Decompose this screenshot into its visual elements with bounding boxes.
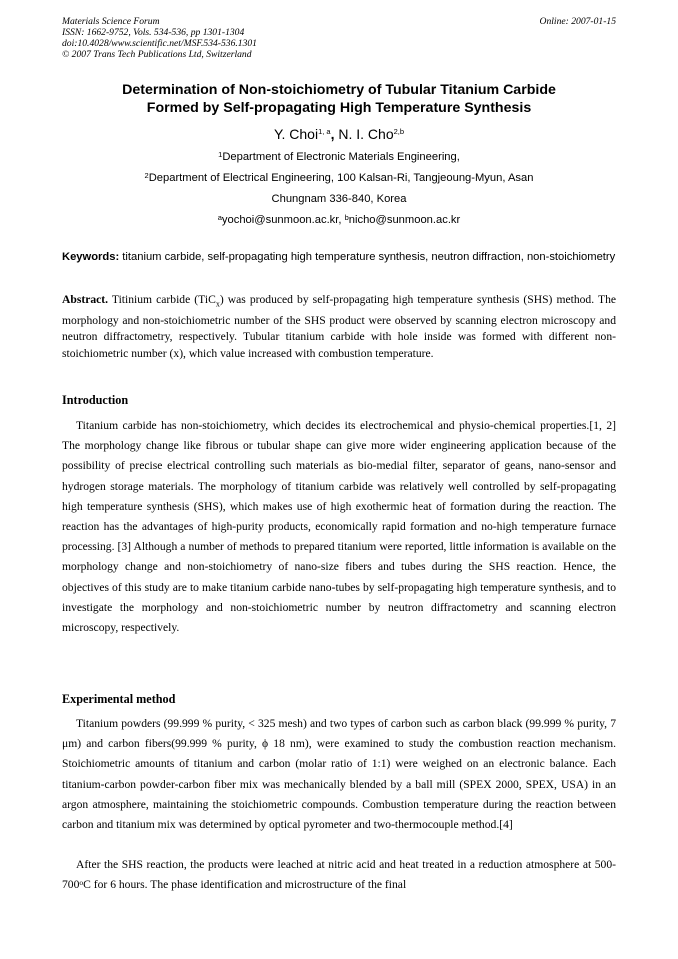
experimental-paragraph-1: Titanium powders (99.999 % purity, < 325 mesh) and two types of carbon such as carbon black (99.999 % purity, 7 μm) and carbon fibers(99.999 % purity, ϕ 18 nm), were examined to study the combustion reaction mechanism. Stoichiometric amounts of titanium and carbon (molar ratio of 1:1) were weighed on an electronic balance. Each titanium-carbon powder-carbon fiber mix was mechanically blended by a ball mill (SPEX 2000, SPEX, USA) in an argon atmosphere, maintaining the stoichiometric compounds. Combustion temperature during the reaction between carbon and titanium mix was determined by optical pyrometer and two-thermocouple method.[4] — [62, 717, 616, 832]
author-1: Y. Choi — [273, 126, 319, 142]
journal-header — [62, 16, 616, 60]
email-b-mark: b — [344, 213, 349, 222]
affiliation-2-mark: 2 — [144, 171, 149, 180]
abstract-label: Abstract. — [62, 293, 109, 306]
email-a-mark: a — [217, 213, 222, 222]
copyright-line: © 2007 Trans Tech Publications Ltd, Switzerland — [62, 49, 252, 60]
experimental-heading: Experimental method — [62, 692, 176, 706]
experimental-paragraph-2-b: C for 6 hours. The phase identification and microstructure of the final — [83, 878, 407, 892]
author-2: N. I. Cho — [338, 126, 394, 142]
author-list — [62, 125, 616, 143]
keywords-text: titanium carbide, self-propagating high temperature synthesis, neutron diffraction, non-stoichiometry — [119, 251, 616, 263]
email-a: yochoi@sunmoon.ac.kr, — [221, 214, 345, 226]
author-emails — [62, 213, 616, 227]
author-separator: , — [330, 126, 339, 142]
affiliation-2 — [62, 171, 616, 185]
paper-title — [62, 81, 616, 117]
affiliation-1-text: Department of Electronic Materials Engineering, — [222, 151, 460, 163]
issn-line: ISSN: 1662-9752, Vols. 534-536, pp 1301-1304 — [62, 27, 245, 38]
introduction-paragraph: Titanium carbide has non-stoichiometry, which decides its electrochemical and physio-chemical properties.[1, 2] The morphology change like fibrous or tubular shape can give more wider engineering application because of the possibility of precise electrical controlling such materials as bio-medial filter, separator of geans, nano-sensor and hydrogen storage materials. The morphology of titanium carbide was relatively well controlled by self-propagating high temperature synthesis (SHS), which makes use of high exothermic heat of formation during the reaction. The reaction has the advantages of high-purity products, economically rapid formation and no-high temperature furnace processing. [3] Although a number of methods to prepared titanium were reported, little information is available on the morphology change and non-stoichiometry of nano-size fibers and tubes during the SHS reaction. Hence, the objectives of this study are to make titanium carbide nano-tubes by self-propagating high temperature synthesis, and to investigate the morphology and non-stoichiometric number by neutron diffractometry and scanning electron microscopy, respectively. — [62, 419, 616, 635]
abstract-subscript: x — [215, 299, 220, 309]
title-line-2: Formed by Self-propagating High Temperature Synthesis — [146, 100, 532, 116]
introduction-heading: Introduction — [62, 393, 129, 407]
affiliation-1 — [62, 150, 616, 164]
affiliation-1-mark: 1 — [218, 150, 223, 159]
author-1-affiliation-mark: 1, a — [318, 127, 331, 136]
keywords-label: Keywords: — [62, 251, 120, 263]
abstract-text-1: Titinium carbide (TiC — [108, 293, 216, 306]
keywords-block — [62, 250, 616, 264]
degree-mark: o — [79, 878, 84, 888]
experimental-paragraph-2-a: After the SHS reaction, the products were leached at nitric acid and heat treated in a reduction atmosphere at 500-700 — [62, 858, 616, 892]
abstract-text-2: ) was produced by self-propagating high temperature synthesis (SHS) method. The morphology and non-stoichiometric number of the SHS product were observed by scanning electron microscopy and neutron diffractometry, respectively. Tubular titanium carbide with hole inside was formed with different non-stoichiometric number (x), which value increased with combustion temperature. — [62, 293, 617, 360]
author-2-affiliation-mark: 2,b — [393, 127, 405, 136]
email-b: nicho@sunmoon.ac.kr — [348, 214, 461, 226]
experimental-paragraph-2 — [62, 855, 616, 895]
affiliation-2-continued: Chungnam 336-840, Korea — [271, 193, 407, 205]
abstract-block — [62, 292, 616, 362]
affiliation-2-text: Department of Electrical Engineering, 100 Kalsan-Ri, Tangjeoung-Myun, Asan — [148, 172, 534, 184]
online-date: Online: 2007-01-15 — [539, 16, 616, 27]
doi-line: doi:10.4028/www.scientific.net/MSF.534-536.1301 — [62, 38, 257, 49]
journal-name: Materials Science Forum — [62, 16, 160, 27]
title-line-1: Determination of Non-stoichiometry of Tubular Titanium Carbide — [122, 82, 556, 98]
